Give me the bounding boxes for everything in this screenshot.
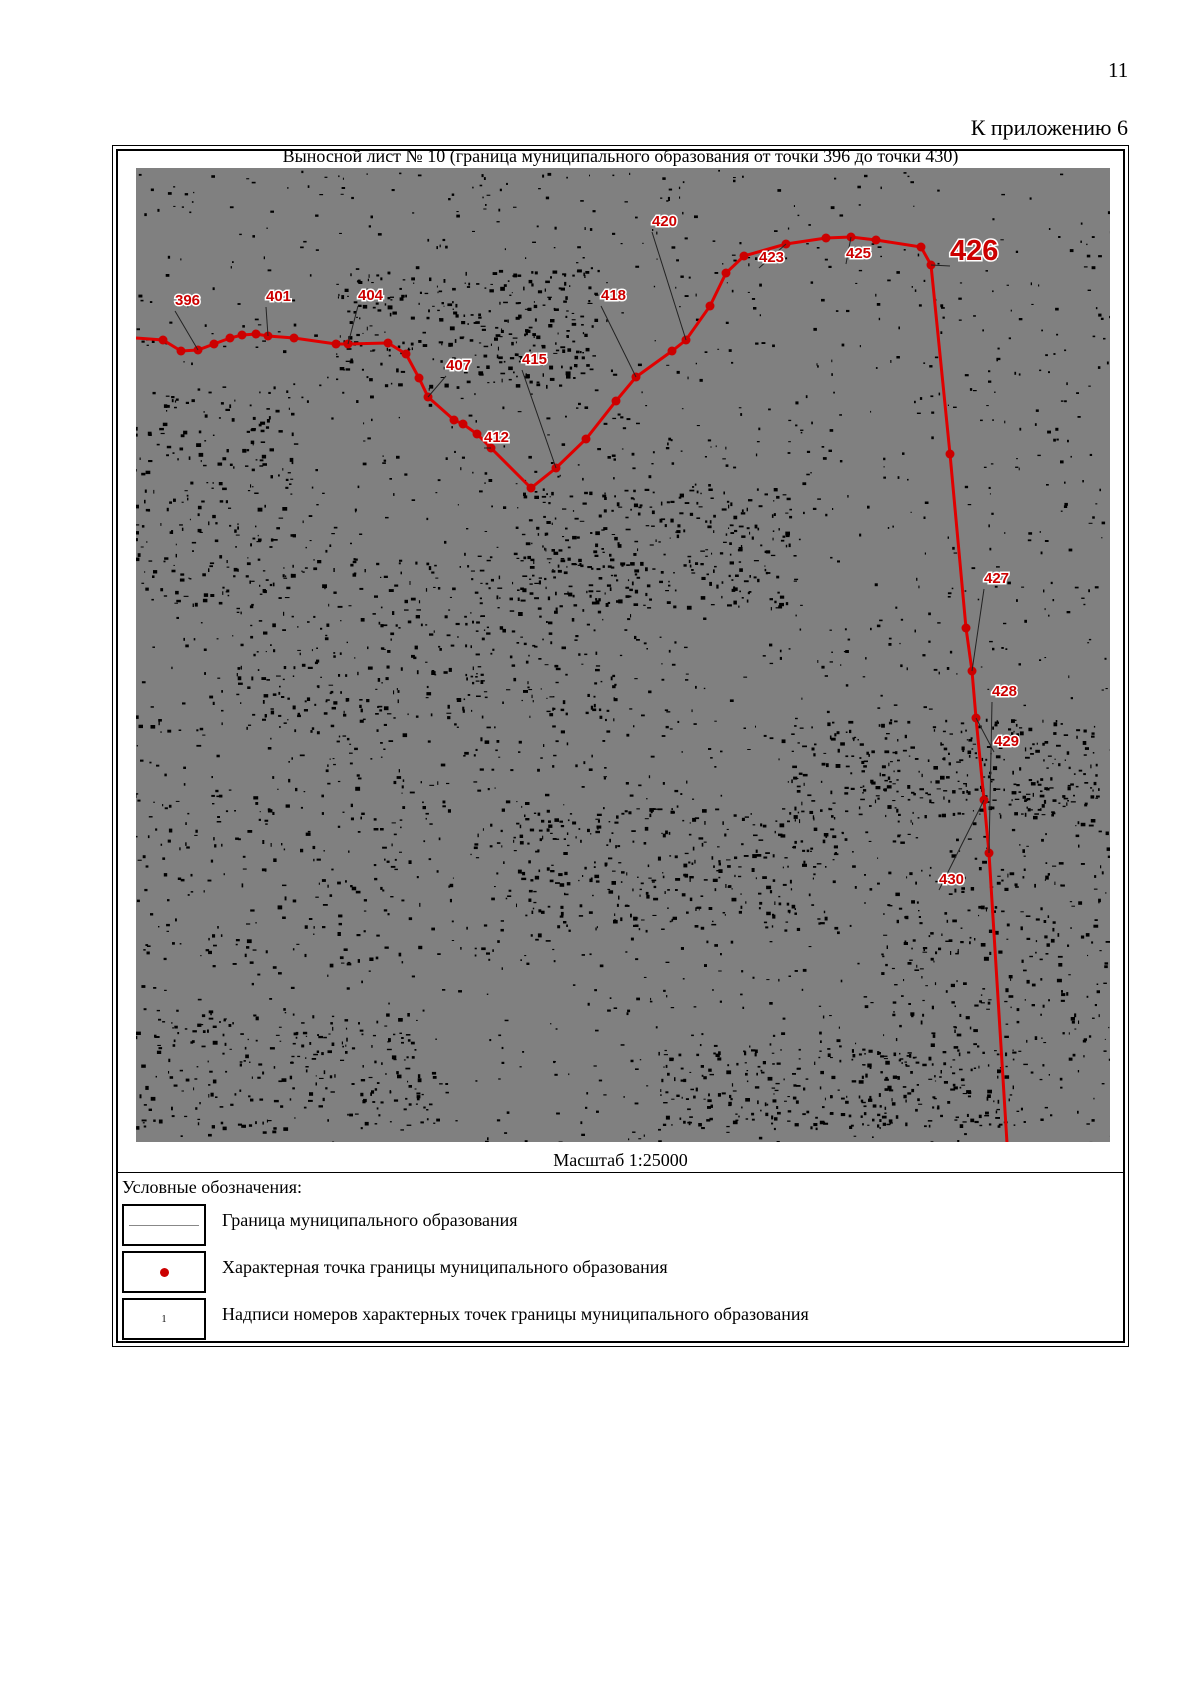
legend-symbol-point xyxy=(122,1251,206,1293)
legend-divider xyxy=(116,1172,1125,1173)
boundary-point xyxy=(822,234,831,243)
map-frame xyxy=(136,168,1110,1142)
boundary-point xyxy=(946,450,955,459)
boundary-point xyxy=(177,347,186,356)
boundary-point xyxy=(473,430,482,439)
boundary-point xyxy=(332,340,341,349)
legend-label-boundary: Граница муниципального образования xyxy=(222,1210,518,1230)
legend-label-point: Характерная точка границы муниципального образования xyxy=(222,1257,668,1277)
point-number-swatch: 1 xyxy=(161,1313,167,1325)
point-label-396: 396 xyxy=(175,292,201,309)
point-label-423: 423 xyxy=(759,249,785,266)
boundary-point xyxy=(290,334,299,343)
boundary-point xyxy=(159,336,168,345)
point-label-428: 428 xyxy=(992,683,1018,700)
point-label-401: 401 xyxy=(266,288,292,305)
legend-label-number: Надписи номеров характерных точек границы муниципального образования xyxy=(222,1304,809,1324)
map-background xyxy=(136,168,1110,1142)
appendix-label: К приложению 6 xyxy=(970,115,1128,140)
boundary-point xyxy=(459,420,468,429)
map-scale: Масштаб 1:25000 xyxy=(553,1150,688,1170)
boundary-point xyxy=(384,339,393,348)
point-label-430: 430 xyxy=(939,871,965,888)
boundary-point xyxy=(962,624,971,633)
map-title: Выносной лист № 10 (граница муниципального образования от точки 396 до точки 430) xyxy=(282,146,959,166)
point-label-404: 404 xyxy=(358,287,384,304)
point-label-412: 412 xyxy=(484,429,510,446)
boundary-point xyxy=(226,334,235,343)
point-label-426: 426 xyxy=(950,235,999,267)
boundary-point xyxy=(917,243,926,252)
legend-symbol-number xyxy=(122,1298,206,1340)
boundary-point xyxy=(872,236,881,245)
point-label-407: 407 xyxy=(446,357,472,374)
boundary-point xyxy=(238,331,247,340)
boundary-line-swatch xyxy=(129,1225,199,1226)
boundary-point xyxy=(527,484,536,493)
point-label-418: 418 xyxy=(601,287,627,304)
page-number: 11 xyxy=(1108,58,1129,82)
point-label-429: 429 xyxy=(994,733,1020,750)
legend-title: Условные обозначения: xyxy=(122,1177,303,1197)
point-label-427: 427 xyxy=(984,570,1010,587)
boundary-point xyxy=(740,252,749,261)
point-label-415: 415 xyxy=(522,351,548,368)
boundary-point xyxy=(668,347,677,356)
boundary-point xyxy=(415,374,424,383)
boundary-point xyxy=(450,416,459,425)
boundary-point xyxy=(402,350,411,359)
boundary-point xyxy=(210,340,219,349)
boundary-point xyxy=(722,269,731,278)
map-image xyxy=(136,168,1110,1142)
boundary-point xyxy=(612,397,621,406)
boundary-point xyxy=(582,435,591,444)
point-label-420: 420 xyxy=(652,213,678,230)
boundary-point xyxy=(252,330,261,339)
boundary-point-swatch xyxy=(160,1268,169,1277)
legend-symbol-boundary-line xyxy=(122,1204,206,1246)
point-label-425: 425 xyxy=(846,245,872,262)
boundary-point xyxy=(706,302,715,311)
